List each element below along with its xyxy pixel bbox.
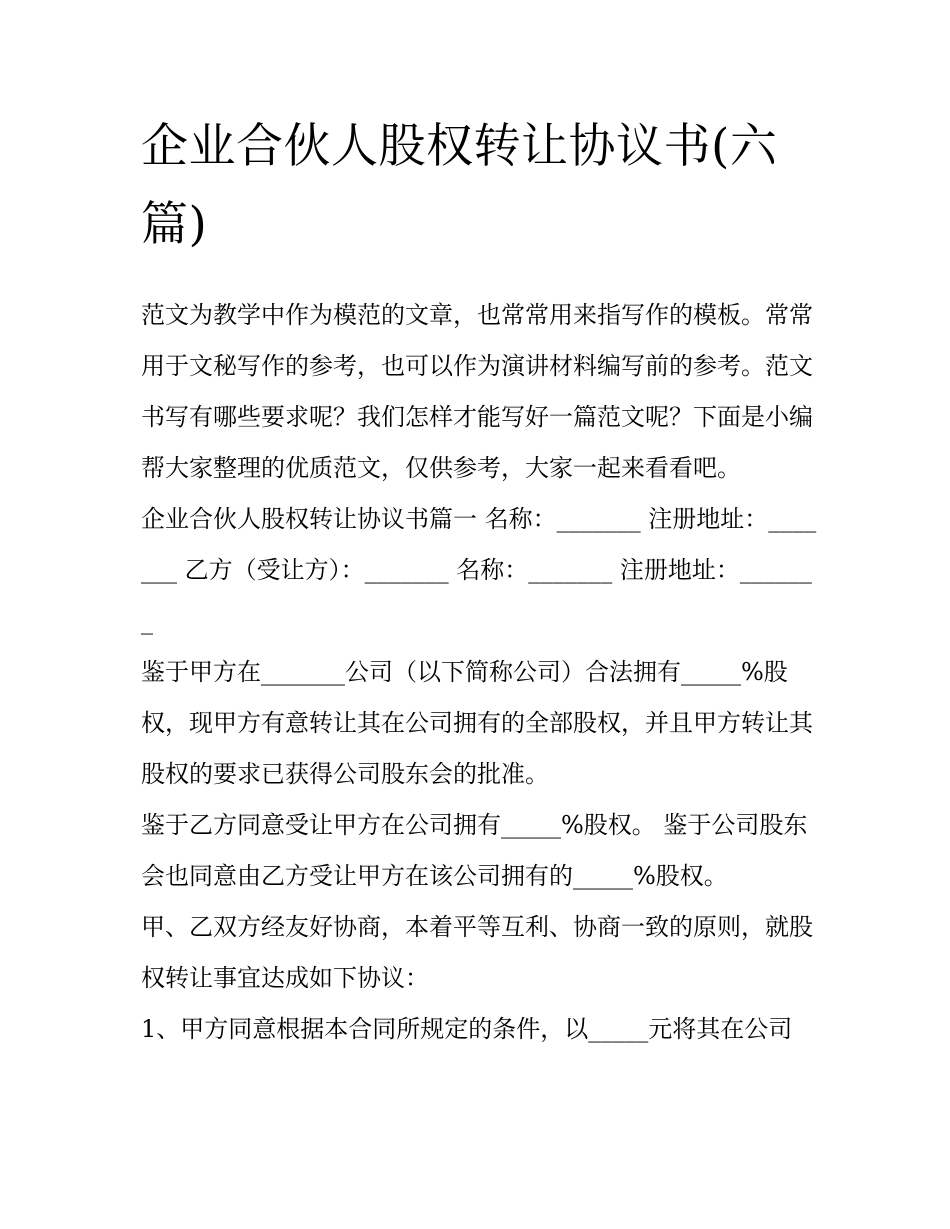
agreement-preamble: 甲、乙双方经友好协商，本着平等互利、协商一致的原则，就股权转让事宜达成如下协议： bbox=[141, 913, 813, 992]
document-page bbox=[141, 108, 817, 1055]
recital-paragraph-2: 鉴于乙方同意受让甲方在公司拥有_____%股权。 鉴于公司股东会也同意由乙方受让甲方在该公司拥有的_____%股权。 bbox=[141, 811, 808, 890]
clause-1: 1、甲方同意根据本合同所规定的条件，以_____元将其在公司 bbox=[141, 1015, 793, 1043]
recital-paragraph-1: 鉴于甲方在_______公司（以下简称公司）合法拥有_____%股权，现甲方有意转让其在公司拥有的全部股权，并且甲方转让其股权的要求已获得公司股东会的批准。 bbox=[141, 658, 813, 788]
parties-paragraph: 企业合伙人股权转让协议书篇一 名称：_______ 注册地址：_______ 乙方（受让方）：_______ 名称：_______ 注册地址：_______ bbox=[141, 505, 817, 635]
document-title: 企业合伙人股权转让协议书(六篇) bbox=[141, 119, 778, 252]
intro-paragraph: 范文为教学中作为模范的文章，也常常用来指写作的模板。常常用于文秘写作的参考，也可以作为演讲材料编写前的参考。范文书写有哪些要求呢？我们怎样才能写好一篇范文呢？下面是小编帮大家整理的优质范文，仅供参考，大家一起来看看吧。 bbox=[141, 301, 813, 482]
